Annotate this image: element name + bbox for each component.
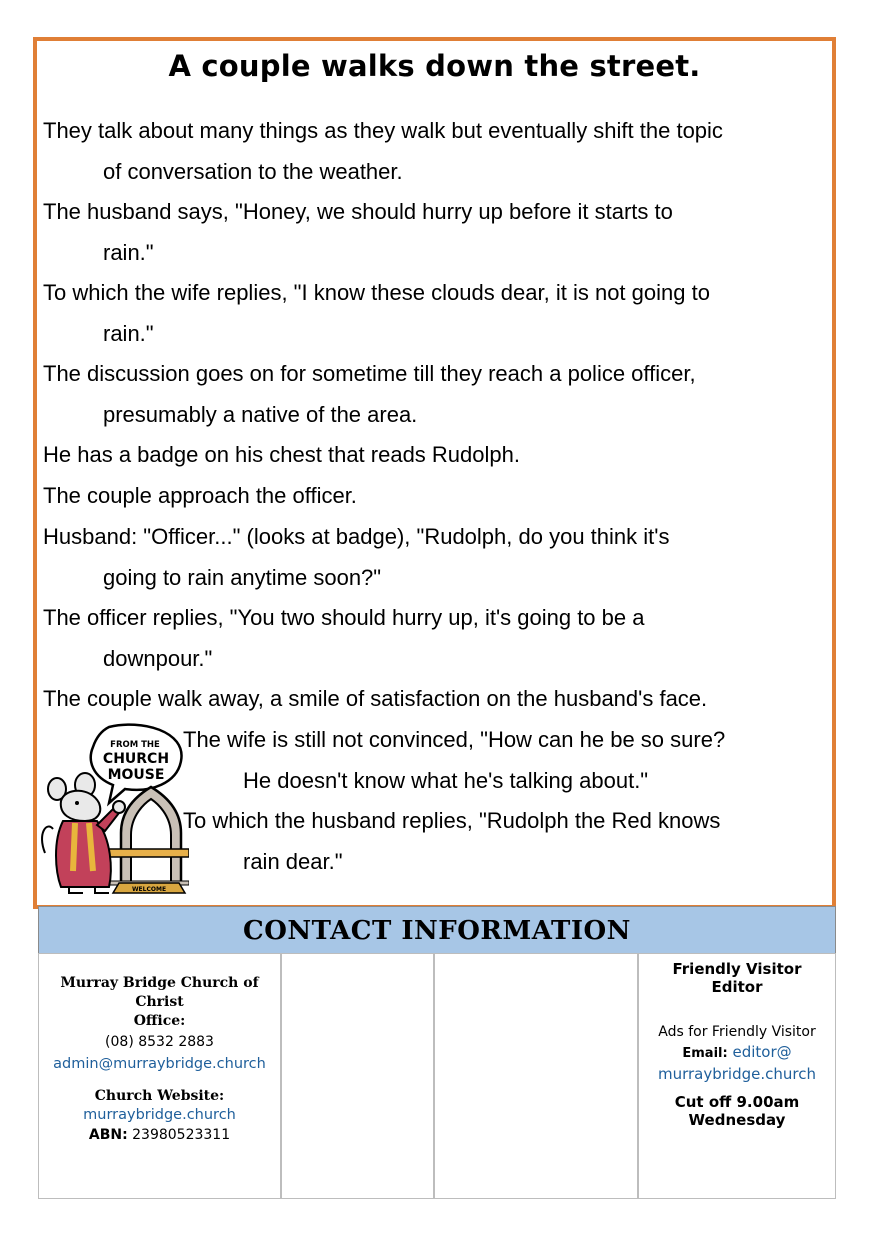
abn-line xyxy=(39,1124,280,1146)
website-label: Church Website: xyxy=(94,1088,225,1104)
story-paragraph xyxy=(43,597,828,679)
story-paragraph xyxy=(43,110,828,192)
paragraph-line: The discussion goes on for sometime till they reach a police officer, xyxy=(43,361,696,386)
story-paragraph xyxy=(183,719,823,801)
welcome-mat xyxy=(113,883,185,893)
story-paragraph xyxy=(183,800,823,882)
paragraph-line: The wife is still not convinced, "How can he be so sure? xyxy=(183,727,726,752)
editor-email-line xyxy=(639,1042,835,1064)
story-paragraph xyxy=(43,434,828,475)
paragraph-continuation: going to rain anytime soon?" xyxy=(103,565,382,590)
paragraph-line: To which the wife replies, "I know these clouds dear, it is not going to xyxy=(43,280,710,305)
paragraph-line: They talk about many things as they walk but eventually shift the topic xyxy=(43,118,723,143)
mat-text: WELCOME xyxy=(131,886,167,893)
paragraph-line: He has a badge on his chest that reads Rudolph. xyxy=(43,442,520,467)
paragraph-line: The husband says, "Honey, we should hurry up before it starts to xyxy=(43,199,673,224)
abn-value: 23980523311 xyxy=(132,1127,231,1143)
paragraph-line: To which the husband replies, "Rudolph the Red knows xyxy=(183,808,721,833)
cutoff-line-2: Wednesday xyxy=(688,1111,786,1129)
bubble-text-2: CHURCH xyxy=(102,751,170,767)
paragraph-line: The officer replies, "You two should hurry up, it's going to be a xyxy=(43,605,645,630)
office-email-link[interactable]: admin@murraybridge.church xyxy=(53,1056,266,1072)
paragraph-continuation: rain." xyxy=(103,240,154,265)
contact-cell-empty-2 xyxy=(434,953,638,1199)
story-paragraph xyxy=(43,516,828,598)
paragraph-line: Husband: "Officer..." (looks at badge), "Rudolph, do you think it's xyxy=(43,524,670,549)
contact-header: CONTACT INFORMATION xyxy=(38,906,836,954)
paragraph-continuation: presumably a native of the area. xyxy=(103,402,418,427)
paragraph-line: The couple approach the officer. xyxy=(43,483,357,508)
office-label: Office: xyxy=(133,1013,186,1029)
story-title: A couple walks down the street. xyxy=(168,49,701,83)
story-paragraph xyxy=(43,678,828,719)
paragraph-line: The couple walk away, a smile of satisfaction on the husband's face. xyxy=(43,686,708,711)
office-phone: (08) 8532 2883 xyxy=(105,1034,214,1050)
paragraph-continuation: He doesn't know what he's talking about." xyxy=(243,768,649,793)
editor-email-part1[interactable]: editor@ xyxy=(732,1043,792,1061)
contact-cell-editor xyxy=(638,953,836,1199)
paragraph-continuation: rain." xyxy=(103,321,154,346)
story-paragraph xyxy=(43,191,828,273)
story-box xyxy=(33,37,836,909)
story-paragraph xyxy=(43,353,828,435)
ads-text: Ads for Friendly Visitor xyxy=(658,1024,816,1040)
cutoff-line-1: Cut off 9.00am xyxy=(674,1093,800,1111)
bubble-text-1: FROM THE xyxy=(110,740,160,750)
contact-section xyxy=(38,906,836,1200)
contact-cell-empty-1 xyxy=(281,953,434,1199)
editor-title: Friendly Visitor Editor xyxy=(672,960,802,996)
paragraph-continuation: of conversation to the weather. xyxy=(103,159,403,184)
editor-email-part2[interactable]: murraybridge.church xyxy=(657,1065,816,1083)
story-paragraph xyxy=(43,475,828,516)
abn-label: ABN: xyxy=(88,1127,128,1143)
contact-cell-church xyxy=(38,953,281,1199)
church-name: Murray Bridge Church of Christ xyxy=(60,975,259,1010)
story-paragraph xyxy=(43,272,828,354)
editor-email-label: Email: xyxy=(682,1046,728,1061)
paragraph-continuation: downpour." xyxy=(103,646,213,671)
church-mouse-illustration xyxy=(39,721,189,896)
website-link[interactable]: murraybridge.church xyxy=(83,1107,236,1123)
paragraph-continuation: rain dear." xyxy=(243,849,343,874)
speech-bubble xyxy=(91,725,182,803)
bubble-text-3: MOUSE xyxy=(107,767,165,783)
